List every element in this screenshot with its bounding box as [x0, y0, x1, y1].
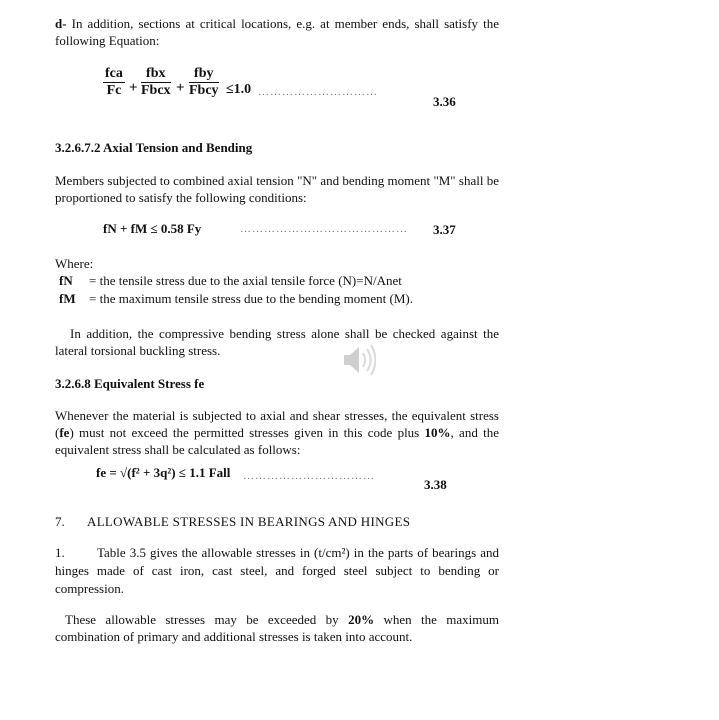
paragraph: In addition, the compressive bending stress alone shall be checked against the lateral torsional buckling stress.: [55, 326, 499, 358]
numerator: fbx: [141, 66, 171, 83]
denominator: Fbcx: [141, 83, 171, 98]
symbol: fN: [59, 273, 73, 288]
section-heading: 3.2.6.7.2 Axial Tension and Bending: [55, 140, 253, 155]
paragraph: [55, 544, 499, 598]
definition: = the tensile stress due to the axial tensile force (N)=N/Anet: [89, 273, 402, 288]
item-label: d-: [55, 16, 67, 31]
numerator: fca: [105, 66, 123, 81]
paragraph-text: In addition, sections at critical locations, e.g. at member ends, shall satisfy the following Equation:: [55, 16, 499, 48]
text: when the maximum combination of primary and additional stresses is taken into account.: [55, 612, 500, 644]
paragraph-text: Table 3.5 gives the allowable stresses in (t/cm²) in the parts of bearings and hinges made of cast iron, cast steel, and forged steel subject to bending or compression.: [55, 545, 499, 596]
leader-dots: …………………………: [258, 86, 378, 98]
equation-number: 3.37: [433, 222, 456, 237]
heading-number: 7.: [55, 514, 65, 529]
text: Whenever the material is subjected to axial and shear stresses, the equivalent stress (: [55, 408, 499, 440]
text: ) must not exceed the permitted stresses given in this code plus: [69, 425, 425, 440]
heading-title: ALLOWABLE STRESSES IN BEARINGS AND HINGES: [87, 514, 411, 529]
item-number: 1.: [55, 545, 65, 560]
chapter-heading: [55, 513, 499, 530]
leader-dots: ……………………………………: [240, 223, 408, 235]
leader-dots: ……………………………: [243, 470, 375, 482]
text-bold: 10%: [424, 425, 451, 440]
equation-number: 3.36: [433, 94, 456, 109]
definition-row: [59, 272, 503, 289]
section-heading: 3.2.6.8 Equivalent Stress fe: [55, 376, 205, 391]
symbol: fM: [59, 291, 76, 306]
denominator: Fbcy: [189, 83, 219, 98]
where-label: Where:: [55, 256, 94, 271]
plus: +: [176, 80, 185, 96]
speaker-icon[interactable]: [342, 342, 376, 378]
numerator: fby: [189, 66, 219, 83]
equation-number: 3.38: [424, 477, 447, 492]
fraction-3: [189, 66, 219, 99]
text: , and the equivalent stress shall be calculated as follows:: [55, 425, 499, 457]
text-bold: fe: [59, 425, 70, 440]
fraction-1: [103, 66, 125, 99]
plus: +: [129, 80, 138, 96]
fraction-2: [141, 66, 171, 99]
text-bold: 20%: [348, 612, 375, 627]
eq-rhs: ≤1.0: [226, 82, 252, 97]
equation-text: fe = √(f² + 3q²) ≤ 1.1 Fall: [96, 465, 231, 480]
definition: = the maximum tensile stress due to the bending moment (M).: [89, 291, 413, 306]
equation-text: fN + fM ≤ 0.58 Fy: [103, 221, 202, 236]
paragraph: Members subjected to combined axial tension "N" and bending moment "M" shall be proportioned to satisfy the following conditions:: [55, 173, 499, 205]
text: These allowable stresses may be exceeded by: [65, 612, 349, 627]
paragraph-d: [55, 15, 499, 49]
definition-row: [59, 290, 503, 307]
paragraph: [55, 611, 499, 645]
denominator: Fc: [106, 83, 122, 98]
paragraph: [55, 407, 499, 458]
